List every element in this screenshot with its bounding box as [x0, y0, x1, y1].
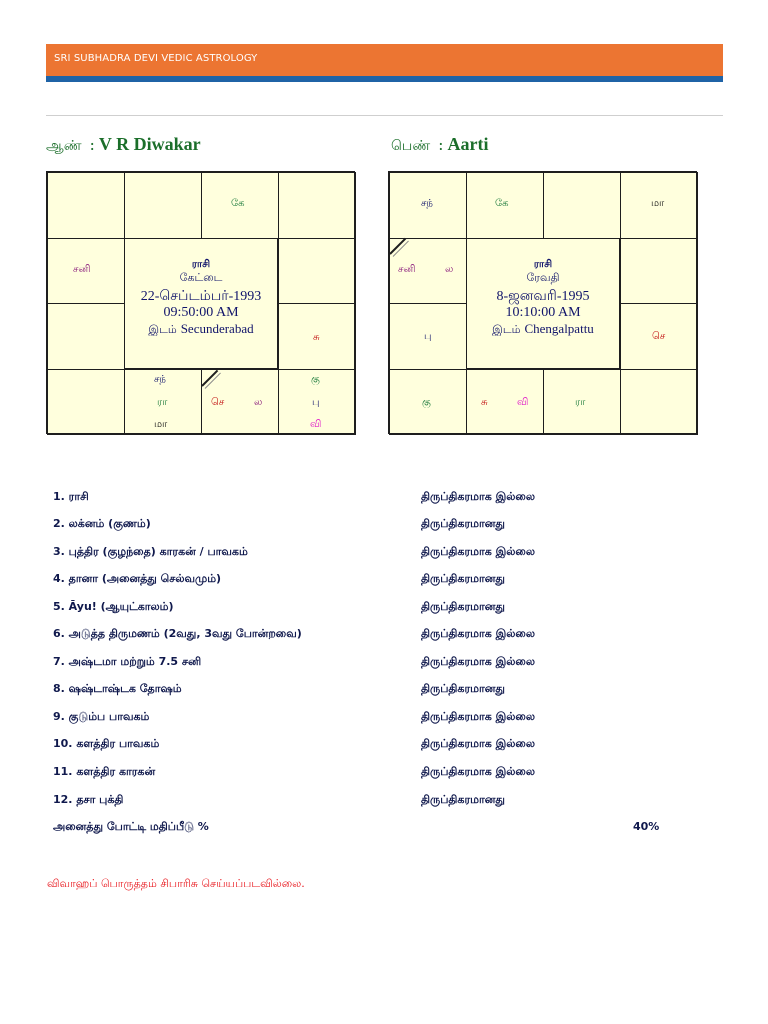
male-label: ஆண் [46, 138, 82, 154]
planet-guru: கு [311, 374, 320, 385]
house-cell [278, 172, 356, 239]
planet-chandra: சந் [421, 198, 433, 209]
planet-mars: மா [154, 419, 168, 430]
birth-place: Secunderabad [180, 321, 254, 336]
match-row [53, 793, 673, 811]
chart-center-details [124, 238, 278, 369]
planet-viveka: வி [517, 397, 529, 408]
verdict-text: விவாஹப் பொருத்தம் சிபாரிசு செய்யப்படவில்லை. [47, 877, 305, 890]
chart-center-details [466, 238, 620, 369]
female-label: பெண் [391, 138, 431, 154]
match-result: திருப்திகரமாக இல்லை [421, 737, 535, 750]
overall-score-label: அனைத்து போட்டி மதிப்பீடு % [53, 820, 209, 833]
male-rasi-chart [46, 171, 355, 434]
match-criterion: 7. அஷ்டமா மற்றும் 7.5 சனி [53, 655, 202, 668]
house-cell [620, 369, 698, 435]
house-cell [47, 303, 125, 370]
match-criterion: 4. தானா (அனைத்து செல்வமும்) [53, 572, 222, 585]
match-criterion: 10. களத்திர பாவகம் [53, 737, 160, 750]
birth-place: Chengalpattu [524, 321, 594, 336]
planet-lagna: ல [254, 397, 263, 408]
house-cell [620, 238, 698, 304]
rasi-label: ராசி [533, 259, 553, 270]
match-result: திருப்திகரமானது [421, 793, 505, 806]
match-criterion: 8. ஷஷ்டாஷ்டக தோஷம் [53, 682, 182, 695]
male-name: V R Diwakar [98, 134, 201, 154]
planet-lagna: ல [445, 264, 454, 275]
match-row [53, 517, 673, 535]
female-name: Aarti [447, 134, 489, 154]
match-criterion: 9. குடும்ப பாவகம் [53, 710, 150, 723]
header-stripe [46, 76, 723, 82]
star-label: கேட்டை [179, 271, 223, 284]
male-heading: ஆண் : V R Diwakar [46, 134, 201, 154]
planet-mars: மா [651, 198, 665, 209]
house-cell [543, 172, 621, 239]
overall-score-percent: 40% [633, 820, 660, 833]
birth-time: 09:50:00 AM [163, 305, 239, 320]
match-result: திருப்திகரமானது [421, 682, 505, 695]
match-result: திருப்திகரமானது [421, 517, 505, 530]
header-banner [46, 44, 723, 76]
planet-budha: பு [424, 331, 432, 342]
match-row [53, 600, 673, 618]
star-label: ரேவதி [526, 271, 560, 284]
house-cell [47, 172, 125, 239]
match-result: திருப்திகரமாக இல்லை [421, 655, 535, 668]
overall-score-row [53, 820, 673, 838]
planet-sukra: சு [313, 332, 320, 343]
place-label: இடம் [492, 323, 521, 336]
planet-sevvai: செ [211, 397, 225, 408]
match-row [53, 655, 673, 673]
planet-sevvai: செ [652, 331, 666, 342]
planet-chandra: சந் [154, 374, 166, 385]
birth-date: 22-செப்டம்பர்-1993 [140, 289, 262, 304]
planet-ketu: கே [495, 198, 509, 209]
match-criterion: 3. புத்திர (குழந்தை) காரகன் / பாவகம் [53, 545, 248, 558]
match-row [53, 765, 673, 783]
planet-rahu: ரா [157, 397, 168, 408]
house-cell [47, 369, 125, 435]
birth-date: 8-ஜனவரி-1995 [496, 289, 590, 304]
match-row [53, 572, 673, 590]
match-row [53, 710, 673, 728]
match-result: திருப்திகரமானது [421, 600, 505, 613]
match-criterion: 6. அடுத்த திருமணம் (2வது, 3வது போன்றவை) [53, 627, 302, 640]
match-row [53, 545, 673, 563]
birth-time: 10:10:00 AM [505, 305, 581, 320]
match-criterion: 5. Āyu! (ஆயுட்காலம்) [53, 600, 174, 613]
match-row [53, 627, 673, 645]
match-result: திருப்திகரமாக இல்லை [421, 490, 535, 503]
match-result: திருப்திகரமாக இல்லை [421, 765, 535, 778]
match-row [53, 737, 673, 755]
match-result: திருப்திகரமாக இல்லை [421, 545, 535, 558]
planet-sani: சனி [73, 264, 91, 275]
house-cell [466, 369, 544, 435]
planet-guru: கு [422, 397, 431, 408]
match-criterion: 2. லக்னம் (குணம்) [53, 517, 151, 530]
place-label: இடம் [148, 323, 177, 336]
female-heading: பெண் : Aarti [391, 134, 489, 154]
match-row [53, 490, 673, 508]
planet-viveka: வி [310, 419, 322, 430]
match-row [53, 682, 673, 700]
match-criterion: 11. களத்திர காரகன் [53, 765, 156, 778]
match-result: திருப்திகரமானது [421, 572, 505, 585]
planet-rahu: ரா [575, 397, 586, 408]
match-result: திருப்திகரமாக இல்லை [421, 710, 535, 723]
planet-sani: சனி [398, 264, 416, 275]
house-cell [278, 238, 356, 304]
match-criterion: 1. ராசி [53, 490, 89, 503]
divider [46, 115, 723, 116]
match-criterion: 12. தசா புக்தி [53, 793, 124, 806]
planet-ketu: கே [231, 198, 245, 209]
planet-budha: பு [312, 397, 320, 408]
house-cell [124, 172, 202, 239]
rasi-label: ராசி [191, 259, 211, 270]
header-title: SRI SUBHADRA DEVI VEDIC ASTROLOGY [54, 53, 258, 64]
female-rasi-chart [388, 171, 697, 434]
planet-sukra: சு [481, 397, 488, 408]
match-result: திருப்திகரமாக இல்லை [421, 627, 535, 640]
